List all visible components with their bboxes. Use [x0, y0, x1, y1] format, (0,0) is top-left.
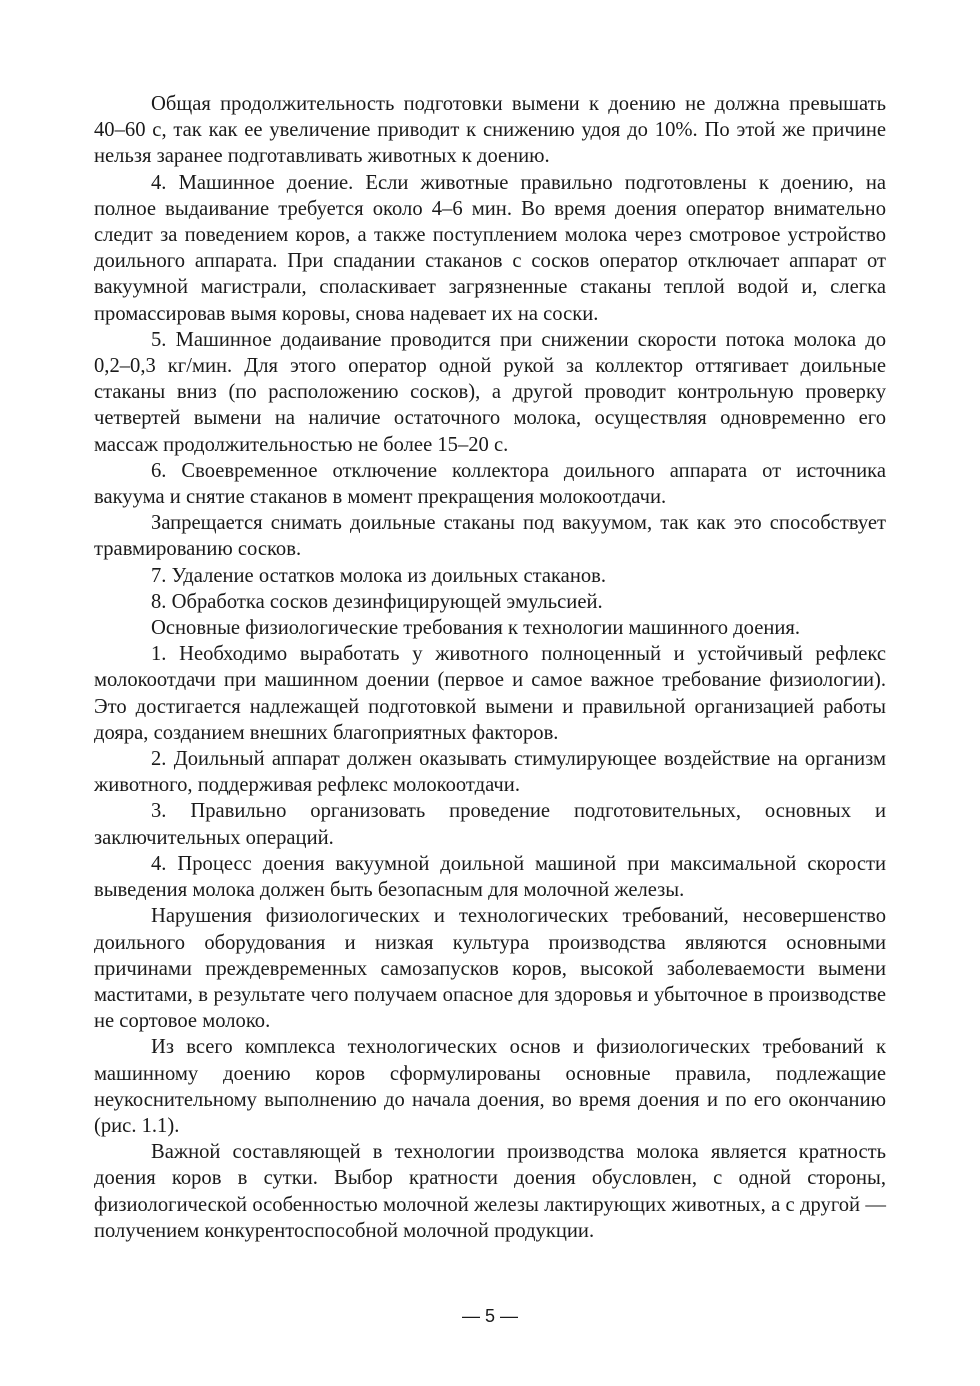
paragraph-collector-disconnect: 6. Своевременное отключение коллектора доильного аппарата от источника вакуума и снятие стаканов в момент прекращения молокоотдачи.	[94, 459, 886, 509]
page-number: — 5 —	[461, 1306, 518, 1326]
paragraph-residue-removal: 7. Удаление остатков молока из доильных стаканов.	[151, 564, 607, 587]
paragraph-teat-treatment: 8. Обработка сосков дезинфицирующей эмульсией.	[151, 590, 603, 613]
paragraph-violations: Нарушения физиологических и технологических требований, несовершенство доильного оборудования и низкая культура производства являются основными причинами преждевременных самозапусков коров, высокой заболеваемости вымени маститами, в результате чего получаем опасное для здоровья и убыточное в производстве не сортовое молоко.	[94, 905, 886, 1033]
paragraph-rules: Из всего комплекса технологических основ и физиологических требований к машинному доению коров сформулированы основные правила, подлежащие неукоснительному выполнению до начала доения, во время доения и по его окончанию (рис. 1.1).	[94, 1036, 886, 1137]
paragraph-machine-stripping: 5. Машинное додаивание проводится при снижении скорости потока молока до 0,2–0,3 кг/мин. Для этого оператор одной рукой за коллектор оттягивает доильные стаканы вниз (по расположению сосков), а другой проводит контрольную проверку четвертей вымени на наличие остаточного молока, осуществляя одновременно его массаж продолжительностью не более 15–20 с.	[94, 328, 886, 456]
paragraph-prohibition: Запрещается снимать доильные стаканы под вакуумом, так как это способствует травмированию сосков.	[94, 512, 886, 561]
paragraph-requirement-4: 4. Процесс доения вакуумной доильной машиной при максимальной скорости выведения молока должен быть безопасным для молочной железы.	[94, 852, 886, 902]
paragraph-requirement-1: 1. Необходимо выработать у животного полноценный и устойчивый рефлекс молокоотдачи при машинном доении (первое и самое важное требование физиологии). Это достигается надлежащей подготовкой вымени и правильной организацией работы дояра, созданием внешних благоприятных факторов.	[94, 643, 886, 744]
paragraph-machine-milking: 4. Машинное доение. Если животные правильно подготовлены к доению, на полное выдаивание требуется около 4–6 мин. Во время доения оператор внимательно следит за поведением коров, а также поступлением молока через смотровое устройство доильного аппарата. При спадании стаканов с сосков оператор отключает аппарат от вакуумной магистрали, споласкивает загрязненные стаканы теплой водой и, слегка промассировав вымя коровы, снова надевает их на соски.	[94, 171, 886, 325]
paragraph-requirements-heading: Основные физиологические требования к технологии машинного доения.	[151, 617, 801, 640]
page-body	[94, 91, 886, 1244]
paragraph-requirement-3: 3. Правильно организовать проведение подготовительных, основных и заключительных операций.	[94, 800, 886, 849]
paragraph-requirement-2: 2. Доильный аппарат должен оказывать стимулирующее воздействие на организм животного, поддерживая рефлекс молокоотдачи.	[94, 748, 886, 797]
paragraph-udder-prep-duration: Общая продолжительность подготовки вымени к доению не должна превышать 40–60 с, так как ее увеличение приводит к снижению удоя до 10%. По этой же причине нельзя заранее подготавливать животных к доению.	[94, 93, 886, 168]
paragraph-milking-frequency: Важной составляющей в технологии производства молока является кратность доения коров в сутки. Выбор кратности доения обусловлен, с одной стороны, физиологической особенностью молочной железы лактирующих животных, а с другой — получением конкурентоспособной молочной продукции.	[94, 1141, 886, 1242]
